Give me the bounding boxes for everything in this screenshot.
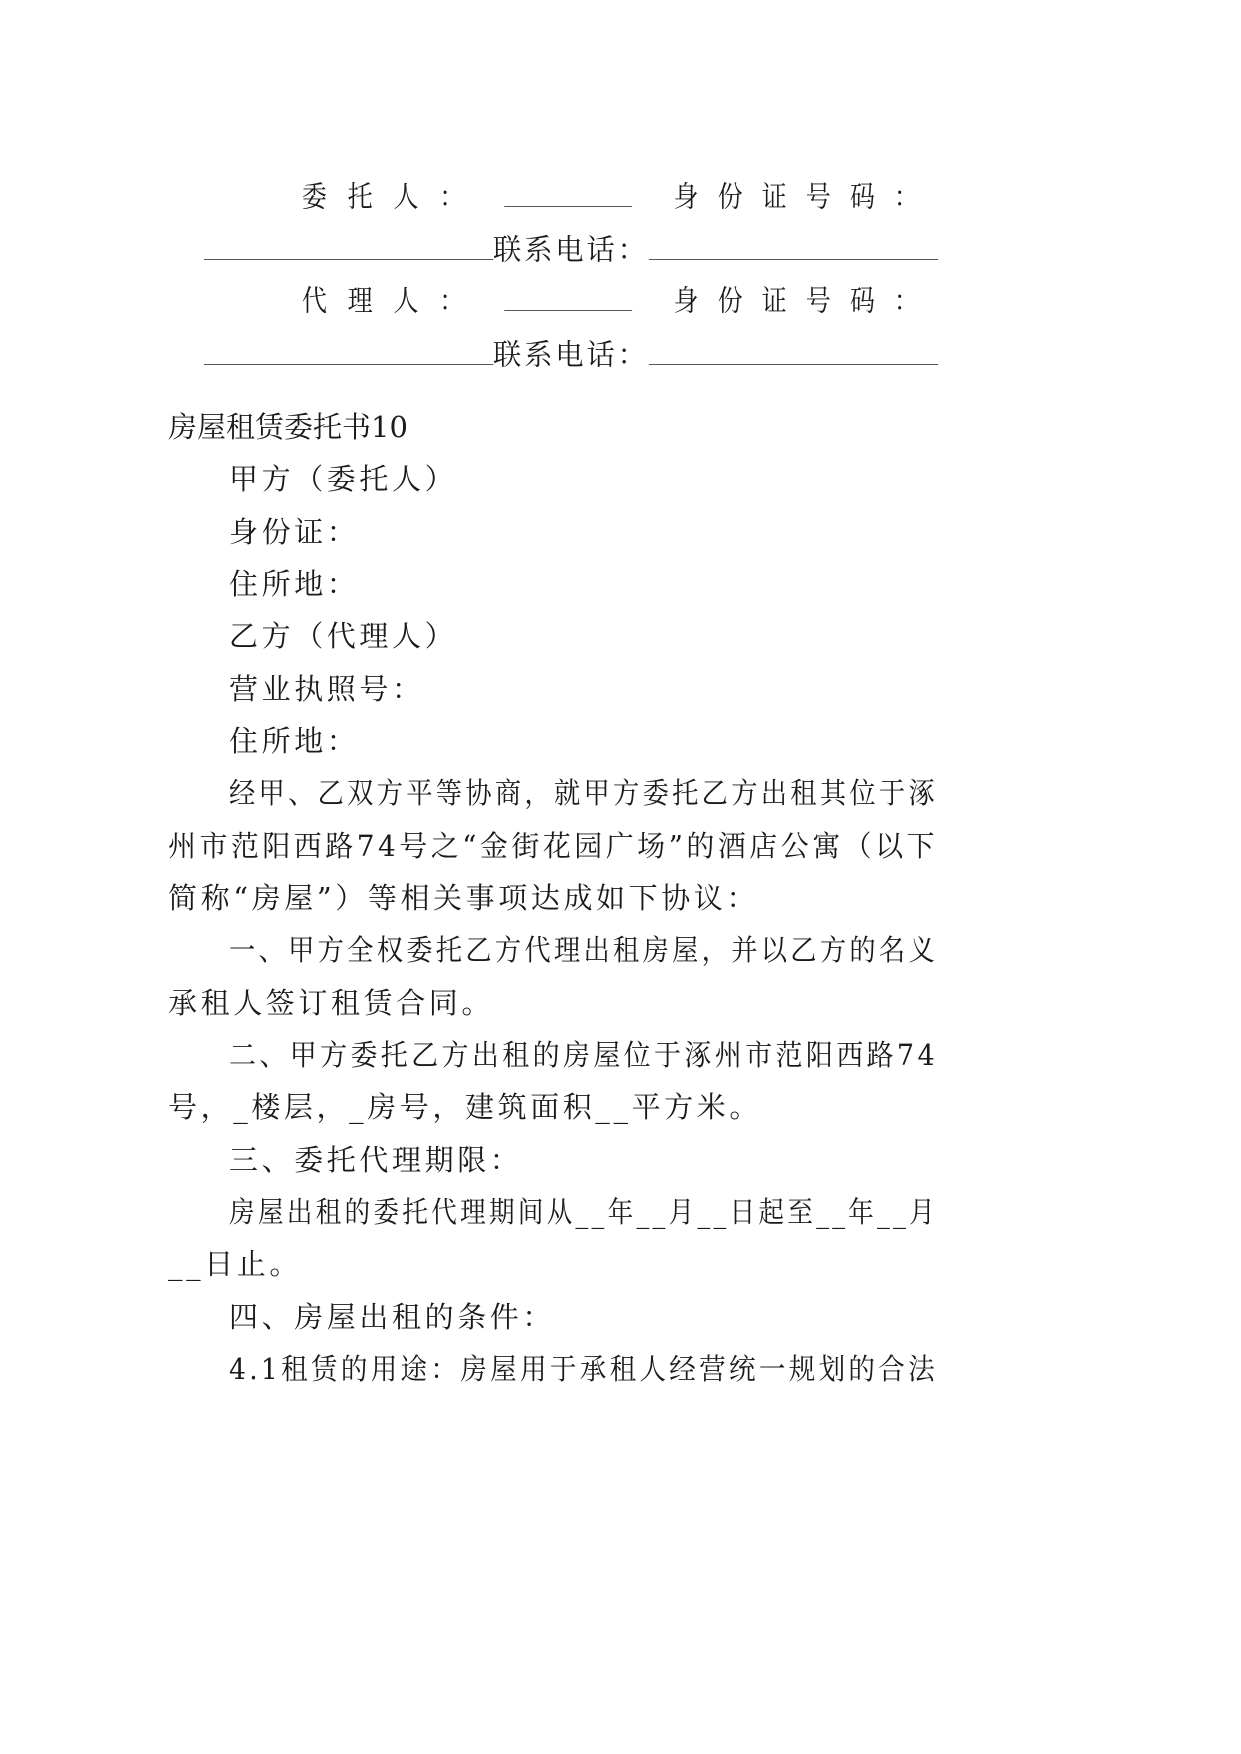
clause-3-heading: 三、委托代理期限： <box>229 1143 523 1177</box>
agent-phone-row <box>168 310 938 399</box>
agent-label: 代理人： <box>301 283 486 318</box>
clause-2-line: 号，_楼层，_房号，建筑面积__平方米。 <box>168 1090 763 1124</box>
paragraph-line: 简称“房屋”）等相关事项达成如下协议： <box>168 881 760 915</box>
principal-phone-label: 联系电话： <box>493 232 649 267</box>
party-a-id: 身份证： <box>229 515 360 549</box>
clause-4-heading: 四、房屋出租的条件： <box>229 1300 556 1334</box>
party-b-address: 住所地： <box>229 724 360 758</box>
party-a-address: 住所地： <box>229 567 360 601</box>
clause-1-line: 一、甲方全权委托乙方代理出租房屋，并以乙方的名义 <box>229 933 938 967</box>
paragraph-line: 经甲、乙双方平等协商，就甲方委托乙方出租其位于涿 <box>229 776 938 810</box>
clause-4-1-line: 4.1租赁的用途：房屋用于承租人经营统一规划的合法 <box>229 1352 938 1386</box>
agent-id-label: 身份证号码： <box>673 283 938 318</box>
paragraph-line: 州市范阳西路74号之“金街花园广场”的酒店公寓（以下 <box>168 829 938 863</box>
principal-label: 委托人： <box>301 179 486 214</box>
clause-3-line: __日止。 <box>168 1247 303 1281</box>
agent-phone-label: 联系电话： <box>493 337 649 372</box>
clause-2-line: 二、甲方委托乙方出租的房屋位于涿州市范阳西路74 <box>229 1038 938 1072</box>
agent-phone-blank <box>649 339 938 365</box>
agent-id-blank <box>204 339 493 365</box>
clause-3-line: 房屋出租的委托代理期间从__年__月__日起至__年__月 <box>229 1195 938 1229</box>
clause-1-line: 承租人签订租赁合同。 <box>168 986 495 1020</box>
principal-id-label: 身份证号码： <box>673 179 938 214</box>
principal-name-blank <box>504 181 632 207</box>
document-title: 房屋租赁委托书10 <box>168 410 408 444</box>
agent-name-blank <box>504 285 632 311</box>
party-b-license: 营业执照号： <box>229 672 425 706</box>
party-a-heading: 甲方（委托人） <box>229 462 458 496</box>
party-b-heading: 乙方（代理人） <box>229 619 458 653</box>
